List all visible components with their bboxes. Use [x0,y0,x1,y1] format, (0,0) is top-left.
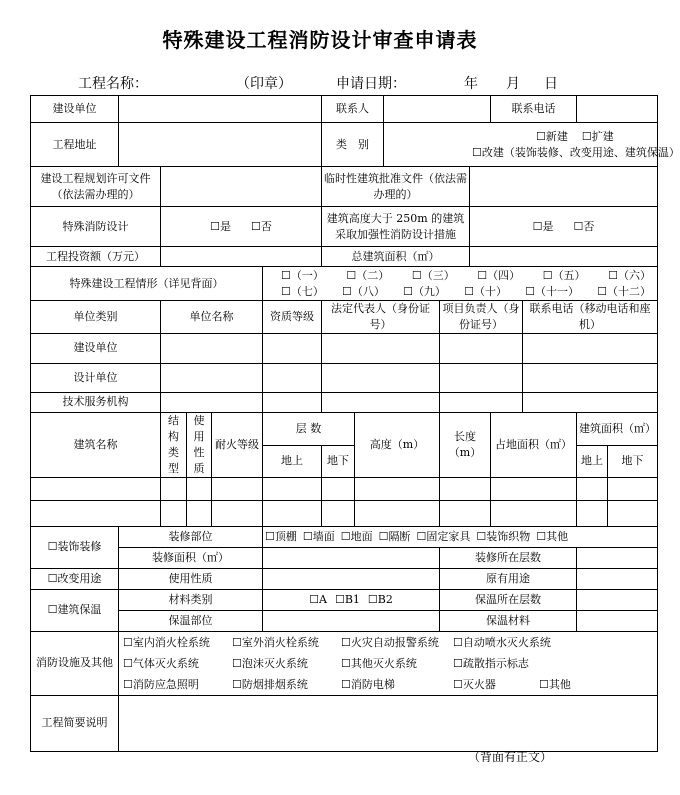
table-row [31,568,658,589]
footprint-cell[interactable] [491,500,577,526]
insulation-part-label: 保温部位 [119,610,263,631]
structure-type-header: 结构类型 [161,412,187,477]
no-label: 否 [260,219,272,233]
project-summary-label: 工程简要说明 [31,695,119,751]
category-expand-checkbox[interactable] [582,129,614,145]
investment-field[interactable] [161,247,322,267]
fire-facility-checkbox[interactable] [232,635,319,651]
situation-option-label: （九） [412,284,446,298]
footer-note: （背面有正文） [468,750,553,764]
yes-label: 是 [542,219,554,233]
material-option-label: A [318,592,327,606]
floors-above-cell[interactable] [263,477,322,500]
situation-option-checkbox[interactable] [281,268,324,284]
design-unit-lead-field[interactable] [440,363,523,392]
floors-below-header: 地下 [322,446,355,478]
table-row [31,123,658,167]
category-options [384,123,680,167]
material-option-checkbox[interactable] [335,592,360,608]
table-row [31,477,658,500]
table-row [31,247,658,267]
construction-unit-name-field[interactable] [161,333,263,363]
fire-facility-label: 自动喷水灭火系统 [462,635,551,649]
height-250-no-checkbox[interactable] [574,219,595,235]
seal-label: （印章） [236,76,292,92]
temp-approval-field[interactable] [470,167,658,207]
decoration-part-option-checkbox[interactable] [536,529,568,545]
month-label: 月 [506,76,520,92]
fire-rating-cell[interactable] [212,500,263,526]
decoration-part-option-checkbox[interactable] [476,529,530,545]
area-below-cell[interactable] [608,477,658,500]
material-option-label: B2 [377,592,393,606]
form-subheader [0,73,640,93]
situation-option-label: （七） [290,284,324,298]
floors-below-cell[interactable] [322,500,355,526]
area-below-cell[interactable] [608,500,658,526]
insulation-material-field[interactable] [577,610,658,631]
apply-date-label: 申请日期： [336,76,406,92]
fire-rating-cell[interactable] [212,477,263,500]
decoration-label: 装饰装修 [57,540,102,554]
table-row [31,267,658,301]
planning-permit-field[interactable] [161,167,322,207]
decoration-area-label: 装修面积（㎡） [119,547,263,568]
material-option-label: B1 [344,592,360,606]
structure-type-cell[interactable] [161,500,187,526]
project-name-label: 工程名称： [78,76,148,92]
fire-facility-label: 其他灭火系统 [350,656,417,670]
insulation-material-label: 保温材料 [440,610,577,631]
situation-option-checkbox[interactable] [281,284,324,300]
decoration-part-options [263,526,658,547]
category-renovate-checkbox[interactable] [472,145,680,161]
length-header: 长度（m） [440,412,491,477]
investment-label: 工程投资额（万元） [31,247,161,267]
decoration-part-option-label: 墙面 [312,529,335,543]
construction-unit-qual-field[interactable] [263,333,322,363]
building-name-cell[interactable] [31,500,161,526]
height-250-label: 建筑高度大于 250m 的建筑采取加强性消防设计措施 [322,207,470,247]
yes-label: 是 [220,219,231,233]
fire-facility-checkbox[interactable] [123,635,210,651]
contact-phone-field[interactable] [577,96,658,123]
qualification-header: 资质等级 [263,301,322,334]
tech-service-lead-field[interactable] [440,392,523,412]
fire-facility-label: 防烟排烟系统 [241,677,308,691]
fire-facility-checkbox[interactable] [232,677,308,693]
fire-facility-label: 泡沫灭火系统 [241,656,308,670]
decoration-part-option-checkbox[interactable] [341,529,373,545]
decoration-floor-label: 装修所在层数 [440,547,577,568]
tech-service-name-field[interactable] [161,392,263,412]
construction-unit-field[interactable] [119,96,322,123]
special-design-no-checkbox[interactable] [251,219,272,235]
fire-facilities-label: 消防设施及其他 [31,631,119,695]
footprint-cell[interactable] [491,477,577,500]
floors-above-cell[interactable] [263,500,322,526]
year-label: 年 [464,76,478,92]
fire-facility-checkbox[interactable] [123,677,199,693]
day-label: 日 [544,76,558,92]
table-row [31,589,658,610]
contact-person-field[interactable] [384,96,491,123]
use-nature-cell[interactable] [187,500,212,526]
fire-rating-header: 耐火等级 [212,412,263,477]
category-label: 类 别 [322,123,384,167]
fire-facility-checkbox[interactable] [123,656,199,672]
decoration-area-field[interactable] [263,547,440,568]
change-use-checkbox[interactable] [31,568,119,589]
situation-option-checkbox[interactable] [597,284,651,300]
table-row [31,610,658,631]
decoration-part-option-label: 固定家具 [426,529,471,543]
special-design-yes-checkbox[interactable] [210,219,231,235]
fire-facility-checkbox[interactable] [341,656,417,672]
category-expand-label: 扩建 [591,129,614,143]
design-unit-phone-field[interactable] [523,363,658,392]
decoration-part-option-checkbox[interactable] [303,529,335,545]
use-nature2-field[interactable] [263,568,440,589]
category-new-checkbox[interactable] [536,129,568,145]
length-cell[interactable] [440,477,491,500]
situation-option-label: （五） [552,268,586,282]
structure-type-cell[interactable] [161,477,187,500]
situation-option-label: （四） [487,268,521,282]
decoration-part-option-label: 地面 [350,529,373,543]
fire-facilities-options [119,631,658,695]
decoration-checkbox[interactable] [31,526,119,568]
situation-option-checkbox[interactable] [543,268,586,284]
situation-option-checkbox[interactable] [608,268,651,284]
form-title: 特殊建设工程消防设计审查申请表 [162,28,478,52]
construction-unit-label: 建设单位 [31,96,119,123]
building-name-cell[interactable] [31,477,161,500]
material-option-checkbox[interactable] [368,592,393,608]
situation-option-label: （十一） [535,284,579,298]
project-address-field[interactable] [119,123,322,167]
original-use-field[interactable] [577,568,658,589]
contact-phone-label: 联系电话 [491,96,577,123]
design-unit-name-field[interactable] [161,363,263,392]
use-nature2-label: 使用性质 [119,568,263,589]
situation-option-checkbox[interactable] [525,284,579,300]
project-lead-header: 项目负责人（身份证号） [440,301,523,334]
height-250-yes-checkbox[interactable] [533,219,554,235]
situation-option-checkbox[interactable] [403,284,446,300]
construction-unit-phone-field[interactable] [523,333,658,363]
application-form-table [30,95,680,752]
contact-person-label: 联系人 [322,96,384,123]
fire-facility-label: 疏散指示标志 [462,656,529,670]
situation-option-label: （十二） [607,284,652,298]
area-above-cell[interactable] [577,500,608,526]
material-option-checkbox[interactable] [309,592,327,608]
insulation-floor-label: 保温所在层数 [440,589,577,610]
fire-facility-checkbox[interactable] [341,635,439,651]
use-nature-cell[interactable] [187,477,212,500]
special-fire-design-options [161,207,322,247]
construction-unit-row-label: 建设单位 [31,333,161,363]
area-above-header: 地上 [577,446,608,478]
unit-type-header: 单位类别 [31,301,161,334]
fire-facility-checkbox[interactable] [539,677,571,693]
height-cell[interactable] [355,477,440,500]
fire-facility-label: 火灾自动报警系统 [350,635,439,649]
fire-facility-label: 灭火器 [462,677,496,691]
special-situation-label: 特殊建设工程情形（详见背面） [31,267,263,301]
height-header: 高度（m） [355,412,440,477]
special-situation-options [263,267,658,301]
legal-rep-header: 法定代表人（身份证号） [322,301,440,334]
situation-option-checkbox[interactable] [477,268,520,284]
table-row [31,207,658,247]
height-250-options [470,207,658,247]
table-row [31,547,658,568]
situation-option-label: （三） [421,268,455,282]
planning-permit-label: 建设工程规划许可文件（依法需办理的） [31,167,161,207]
total-area-field[interactable] [470,247,658,267]
decoration-part-option-label: 其他 [546,529,569,543]
decoration-part-option-checkbox[interactable] [265,529,297,545]
fire-facility-checkbox[interactable] [453,656,529,672]
insulation-floor-field[interactable] [577,589,658,610]
table-row [31,96,658,123]
original-use-label: 原有用途 [440,568,577,589]
fire-facility-label: 室外消火栓系统 [241,635,319,649]
unit-name-header: 单位名称 [161,301,263,334]
fire-facility-label: 消防电梯 [350,677,395,691]
category-renovate-label: 改建（装饰装修、改变用途、建筑保温） [481,145,680,159]
fire-facility-label: 室内消火栓系统 [132,635,210,649]
design-unit-row-label: 设计单位 [31,363,161,392]
decoration-part-option-checkbox[interactable] [417,529,471,545]
table-row [31,500,658,526]
design-unit-qual-field[interactable] [263,363,322,392]
building-name-header: 建筑名称 [31,412,161,477]
material-type-label: 材料类别 [119,589,263,610]
insulation-label: 建筑保温 [57,603,102,617]
fire-facility-checkbox[interactable] [232,656,308,672]
fire-facility-checkbox[interactable] [453,677,496,693]
table-row [31,333,658,363]
tech-service-phone-field[interactable] [523,392,658,412]
situation-option-checkbox[interactable] [346,268,389,284]
table-row [31,363,658,392]
situation-option-checkbox[interactable] [342,284,385,300]
table-row [31,412,658,445]
tech-service-rep-field[interactable] [322,392,440,412]
fire-facility-checkbox[interactable] [453,635,551,651]
situation-option-label: （八） [351,284,385,298]
fire-facility-label: 气体灭火系统 [132,656,199,670]
insulation-part-field[interactable] [263,610,440,631]
situation-option-label: （十） [473,284,507,298]
fire-facility-label: 消防应急照明 [132,677,199,691]
change-use-label: 改变用途 [57,571,102,585]
decoration-part-option-label: 顶棚 [274,529,297,543]
situation-option-checkbox[interactable] [412,268,455,284]
table-row [31,631,658,695]
contact-phone-header: 联系电话（移动电话和座机） [523,301,658,334]
area-above-cell[interactable] [577,477,608,500]
table-row [31,167,658,207]
special-fire-design-label: 特殊消防设计 [31,207,161,247]
decoration-part-label: 装修部位 [119,526,263,547]
floors-above-header: 地上 [263,446,322,478]
floors-below-cell[interactable] [322,477,355,500]
no-label: 否 [583,219,595,233]
table-row [31,301,658,334]
tech-service-row-label: 技术服务机构 [31,392,161,412]
use-nature-header: 使用性质 [187,412,212,477]
tech-service-qual-field[interactable] [263,392,322,412]
material-type-options [263,589,440,610]
decoration-part-option-label: 隔断 [388,529,411,543]
insulation-checkbox[interactable] [31,589,119,631]
table-row [31,392,658,412]
table-row [31,695,658,751]
footprint-header: 占地面积（㎡） [491,412,577,477]
height-cell[interactable] [355,500,440,526]
project-address-label: 工程地址 [31,123,119,167]
fire-facility-label: 其他 [548,677,571,691]
floor-area-header: 建筑面积（㎡） [577,412,658,445]
situation-option-checkbox[interactable] [464,284,507,300]
total-area-label: 总建筑面积（㎡） [322,247,470,267]
fire-facility-checkbox[interactable] [341,677,395,693]
construction-unit-lead-field[interactable] [440,333,523,363]
situation-option-label: （六） [617,268,651,282]
category-new-label: 新建 [545,129,568,143]
area-below-header: 地下 [608,446,658,478]
length-cell[interactable] [440,500,491,526]
situation-option-label: （一） [290,268,324,282]
decoration-floor-field[interactable] [577,547,658,568]
construction-unit-rep-field[interactable] [322,333,440,363]
decoration-part-option-label: 装饰织物 [486,529,531,543]
project-summary-field[interactable] [119,695,658,751]
situation-option-label: （二） [356,268,390,282]
floors-header: 层 数 [263,412,355,445]
decoration-part-option-checkbox[interactable] [379,529,411,545]
temp-approval-label: 临时性建筑批准文件（依法需办理的） [322,167,470,207]
design-unit-rep-field[interactable] [322,363,440,392]
table-row [31,526,658,547]
